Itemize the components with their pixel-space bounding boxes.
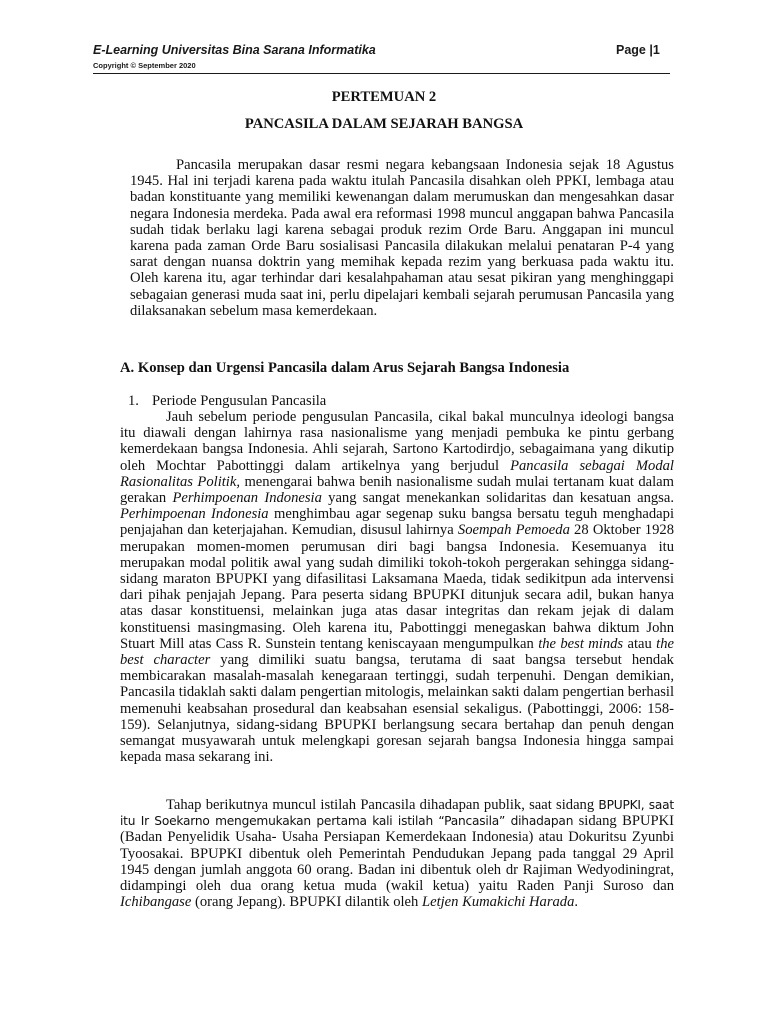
meeting-heading: PERTEMUAN 2 [331, 89, 437, 105]
italic-run: the best character [120, 635, 674, 669]
text-run: . [574, 894, 579, 911]
text-run: Tahap berikutnya muncul istilah Pancasila dihadapan publik, saat sidang [166, 797, 599, 813]
italic-run: Soempah Pemoeda [457, 522, 570, 539]
intro-text: Pancasila merupakan dasar resmi negara kebangsaan Indonesia sejak 18 Agustus 1945. Hal ini terjadi karena pada waktu itulah Pancasila disahkan oleh PPKI, lembaga atau badan konstituante yang memiliki kewenangan dalam merumuskan dan mengesahkan dasar negara Indonesia merdeka. Pada awal era reformasi 1998 muncul anggapan bahwa Pancasila sudah tidak berlaku lagi karena sebagai produk rezim Orde Baru. Anggapan ini muncul karena pada zaman Orde Baru sosialisasi Pancasila dilakukan melalui penataran P-4 yang sarat dengan nuansa doktrin yang memihak kepada rezim yang berkuasa pada waktu itu. Oleh karena itu, agar terhindar dari kesalahpahaman atau sesat pikiran yang menghinggapi sebagaian generasi muda saat ini, perlu dipelajari kembali sejarah perumusan Pancasila yang dilaksanakan sebelum masa kemerdekaan. [130, 157, 674, 319]
header-title: E-Learning Universitas Bina Sarana Informatika [93, 43, 376, 57]
header-divider [93, 73, 670, 74]
text-run: menghimbau agar segenap suku bangsa bersatu teguh menghadapi penjajahan dan keterjajahan. Kemudian, disusul lahirnya [120, 506, 674, 539]
text-run: yang dimiliki suatu bangsa, terutama di saat bangsa tersebut hendak membicarakan masalah-masalah kenegaraan tertinggi, sudah terpenuhi. Dengan demikian, Pancasila tidaklah sakti dalam pengertian mitologis, melainkan sakti dalam pengertian berhasil memenuhi keabsahan prosedural dan keabsahan esensial sekaligus. (Pabottinggi, 2006: 158-159). Selanjutnya, sidang-sidang BPUPKI berlangsung secara bertahap dan penuh dengan semangat musyawarah untuk melengkapi goresan sejarah bangsa Indonesia hingga sampai kepada masa sekarang ini. [120, 652, 674, 766]
italic-run: Ichibangase [120, 894, 192, 911]
copyright-line: Copyright © September 2020 [93, 61, 196, 70]
list-item-number: 1. [128, 393, 139, 409]
chapter-title: PANCASILA DALAM SEJARAH BANGSA [244, 116, 524, 132]
paragraph-periode-pengusulan [120, 409, 674, 765]
text-run-different-font: BPUPKI, saat itu Ir Soekarno mengemukakan pertama kali istilah “Pancasila” dihadapan [120, 798, 675, 829]
text-run: 28 Oktober 1928 merupakan momen-momen perumusan diri bagi bangsa Indonesia. Kesemuanya itu merupakan modal politik awal yang sudah dimiliki tokoh-tokoh pergerakan sehingga sidang-sidang maraton BPUPKI yang difasilitasi Laksamana Maeda, tidak sedikitpun ada intervensi dari pihak penjajah Jepang. Para peserta sidang BPUPKI ditunjuk secara adil, bukan hanya atas dasar konstituensi, melainkan juga atas dasar integritas dan rekam jejak di dalam konstituensi masingmasing. Oleh karena itu, Pabottinggi menegaskan bahwa diktum John Stuart Mill atas Cass R. Sunstein tentang keniscayaan mengumpulkan [120, 522, 674, 652]
list-item-title: Periode Pengusulan Pancasila [152, 393, 327, 409]
page-number: Page |1 [616, 43, 660, 57]
italic-run: the best minds [538, 635, 624, 652]
text-run: atau [623, 635, 657, 652]
section-a-heading: A. Konsep dan Urgensi Pancasila dalam Arus Sejarah Bangsa Indonesia [120, 360, 570, 376]
text-run: (orang Jepang). BPUPKI dilantik oleh [191, 894, 422, 911]
intro-paragraph [130, 157, 674, 319]
italic-run: Pancasila sebagai Modal Rasionalitas Politik, [120, 457, 674, 490]
paragraph-tahap-berikutnya [120, 797, 674, 910]
text-run: yang sangat menekankan solidaritas dan kesatuan angsa. [321, 490, 674, 507]
text-run: menengarai bahwa benih nasionalisme sudah mulai tertanam kuat dalam gerakan [120, 473, 674, 507]
text-run: Jauh sebelum periode pengusulan Pancasila, cikal bakal munculnya ideologi bangsa itu diawali dengan lahirnya rasa nasionalisme yang menjadi pembuka ke pintu gerbang kemerdekaan bangsa Indonesia. Ahli sejarah, Sartono Kartodirdjo, sebagaimana yang dikutip oleh Mochtar Pabottinggi dalam artikelnya yang berjudul [120, 409, 674, 474]
italic-run: Perhimpoenan Indonesia [172, 490, 322, 507]
italic-run: Perhimpoenan Indonesia [120, 506, 269, 523]
italic-run: Letjen Kumakichi Harada [421, 894, 575, 911]
list-item-1 [128, 393, 326, 409]
text-run: sidang BPUPKI (Badan Penyelidik Usaha- Usaha Persiapan Kemerdekaan Indonesia) atau Dokuritsu Zyunbi Tyoosakai. BPUPKI dibentuk oleh Pemerintah Pendudukan Jepang pada tanggal 29 April 1945 dengan jumlah anggota 60 orang. Badan ini dibentuk oleh dr Rajiman Wedyodiningrat, didampingi oleh dua orang ketua muda (wakil ketua) yaitu Raden Panji Suroso dan [120, 813, 674, 895]
